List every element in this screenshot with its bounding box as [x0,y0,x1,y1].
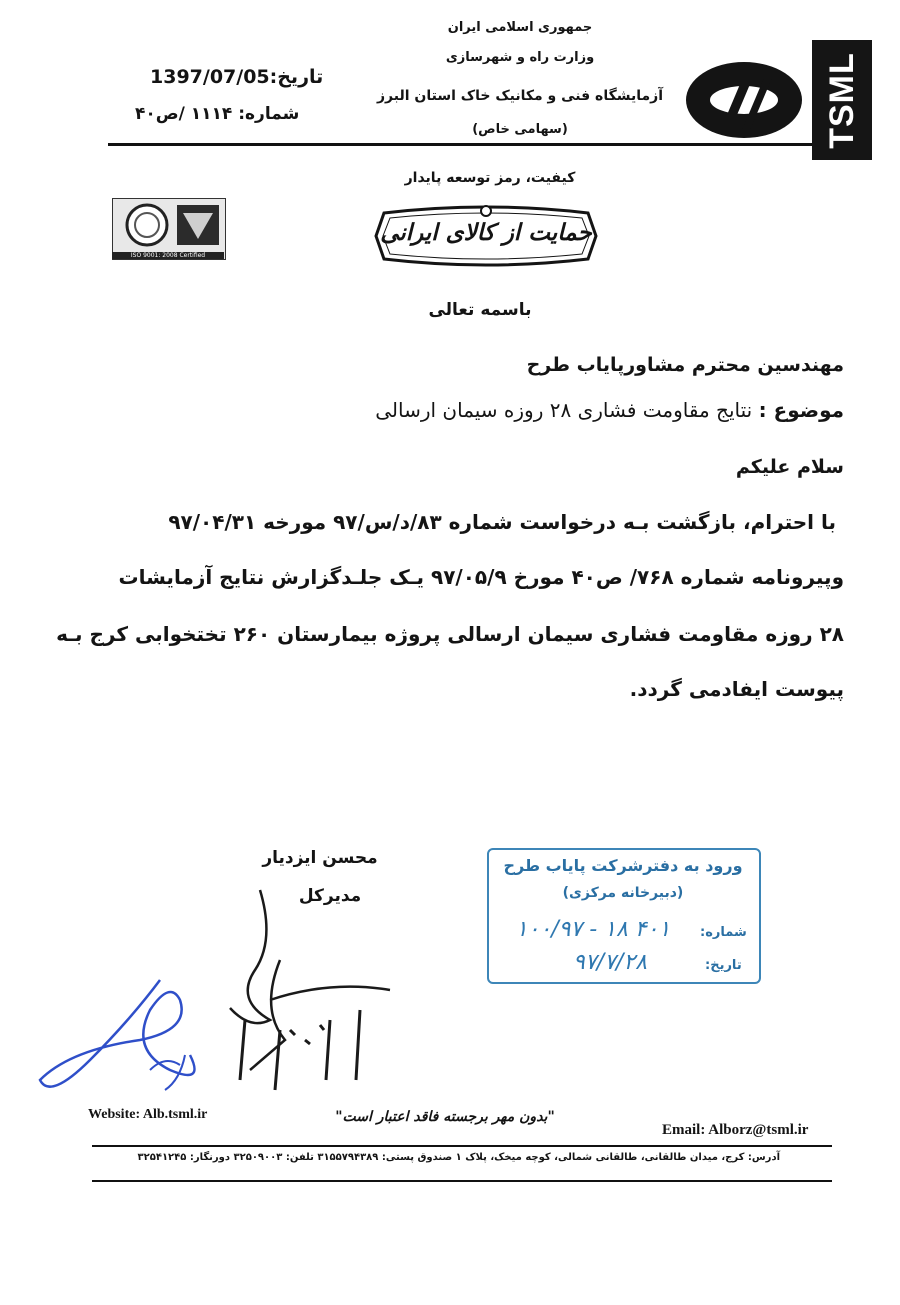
signer-title: مدیرکل [298,886,362,906]
stamp-number-label: شماره: [700,925,747,940]
signer-name: محسن ایزدیار [262,848,378,868]
banner-text: حمایت از کالای ایرانی [380,220,592,246]
website-link[interactable]: Website: Alb.tsml.ir [88,1107,208,1122]
body-line-4: پیوست ایفادمی گردد. [629,677,844,701]
seal-note: "بدون مهر برجسته فاقد اعتبار است" [335,1109,555,1125]
certification-caption: ISO 9001: 2008 Certified [112,252,224,259]
stamp-subtitle: (دبیرخانه مرکزی) [562,885,684,901]
ministry-name: وزارت راه و شهرسازی [445,50,595,65]
subject-line [375,398,844,422]
footer-divider [92,1145,832,1147]
footer-divider-bottom [92,1180,832,1182]
body-line-1: با احترام، بازگشت بـه درخواست شماره ۸۳/د/س/۹۷ مورخه ۹۷/۰۴/۳۱ [168,510,836,534]
bismillah-heading: باسمه تعالی [428,300,532,320]
email-link[interactable]: Email: Alborz@tsml.ir [662,1122,809,1138]
stamp-number-value: ۱۰۰/۹۷ - ۱۸ ۴۰۱ [515,917,671,942]
stamp-date-label: تاریخ: [705,958,742,973]
body-line-3: ۲۸ روزه مقاومت فشاری سیمان ارسالی پروژه بیمارستان ۲۶۰ تختخوابی کرج بـه [56,622,844,646]
greeting: سلام علیکم [735,456,844,478]
lab-type: (سهامی خاص) [472,122,568,137]
address-line: آدرس: کرج، میدان طالقانی، طالقانی شمالی، کوچه میخک، پلاک ۱ صندوق پستی: ۳۱۵۵۷۹۴۳۸۹ تلفن: ۳۲۵۰۹۰۰۳ دورنگار: ۳۲۵۴۱۲۴۵ [137,1152,780,1163]
certification-logos-icon [112,198,226,260]
subject-label: موضوع : [758,398,844,422]
body-line-2: وپیرونامه شماره ۷۶۸/ ص۴۰ مورخ ۹۷/۰۵/۹ یـک جلـدگزارش نتایج آزمایشات [118,565,844,589]
recipient-line: مهندسین محترم مشاورپایاب طرح [526,354,844,376]
stamp-title: ورود به دفترشرکت پایاب طرح [503,856,743,875]
handwritten-signature-icon [30,880,430,1120]
slogan: کیفیت، رمز توسعه پایدار [404,170,576,186]
letter-number: شماره: ۱۱۱۴ /ص۴۰ [135,104,300,124]
country-name: جمهوری اسلامی ایران [447,20,593,35]
lab-name: آزمایشگاه فنی و مکانیک خاک استان البرز [376,88,664,104]
tsml-logo-text: TSML [822,51,861,149]
lab-emblem-icon [684,60,804,140]
letter-date: تاریخ:1397/07/05 [150,66,324,88]
header-divider [108,143,840,146]
stamp-date-value: ۹۷/۷/۲۸ [573,950,647,975]
subject-text: نتایج مقاومت فشاری ۲۸ روزه سیمان ارسالی [375,398,753,422]
